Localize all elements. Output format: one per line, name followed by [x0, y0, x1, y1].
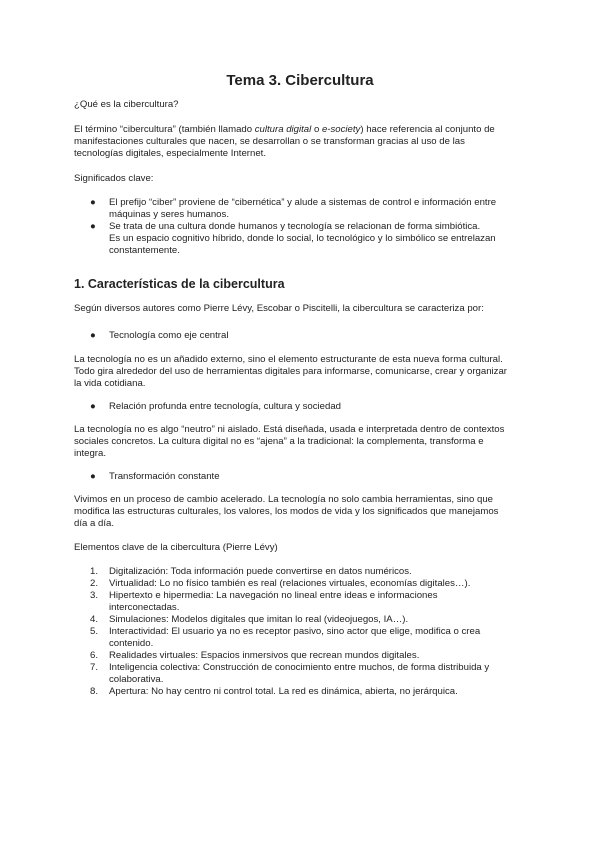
characteristic-paragraph: La tecnología no es un añadido externo, sino el elemento estructurante de esta nueva forma cultural. Todo gira alrededor del uso de herramientas digitales para informarse, comunicarse, crear y organizar la vida cotidiana. — [74, 354, 508, 389]
intro-line-3: tecnologías digitales, especialmente Internet. — [74, 148, 266, 159]
question-text: ¿Qué es la cibercultura? — [74, 99, 179, 110]
characteristic-paragraph: La tecnología no es algo “neutro” ni aislado. Está diseñada, usada e interpretada dentro de contextos sociales concretos. La cultura digital no es “ajena” a la tradicional: la complementa, transforma e integra. — [74, 424, 505, 459]
intro-line-2: manifestaciones culturales que nacen, se desarrollan o se transforman gracias al uso de las — [74, 136, 465, 147]
document-page: Tema 3. Cibercultura ¿Qué es la cibercultura? El término “cibercultura” (también llamado cultura digital o e-society) hace referencia al conjunto de manifestaciones culturales que nacen, se desarrollan o se transforman gracias al uso de las tecnologías digitales, especialmente Internet. Significados clave: ● El prefijo “ciber” proviene de “cibernética” y alude a sistemas de control e información entre máquinas y seres humanos. ● Se trata de una cultura donde humanos y tecnología se relacionan de forma simbiótica. Es un espacio cognitivo híbrido, donde lo social, lo tecnológico y lo simbólico se entrelazan constantemente. 1. Características de la cibercultura Según diversos autores como Pierre Lévy, Escobar o Piscitelli, la cibercultura se caracteriza por: ● Tecnología como eje central La tecnología no es un añadido externo, sino el elemento estructurante de esta nueva forma cultural. Todo gira alrededor del uso de herramientas digitales para informarse, comunicarse, crear y organizar la vida cotidiana. ● Relación profunda entre tecnología, cultura y sociedad La tecnología no es algo “neutro” ni aislado. Está diseñada, usada e interpretada dentro de contextos sociales concretos. La cultura digital no es “ajena” a la tradicional: la complementa, transforma e integra. ● Transformación constante Vivimos en un proceso de cambio acelerado. La tecnología no solo cambia herramientas, sino que modifica las estructuras culturales, los valores, los modos de vida y los significados que manejamos día a día. Elementos clave de la cibercultura (Pierre Lévy) 1. Digitalización: Toda información puede convertirse en datos numéricos. 2. Virtualidad: Lo no físico también es real (relaciones virtuales, economías digitales…). 3. Hipertexto e hipermedia: La navegación no lineal entre ideas e informaciones interconectadas. 4. Simulaciones: Modelos digitales que imitan lo real (videojuegos, IA…). 5. Interactividad: El usuario ya no es receptor pasivo, sino actor que elige, modifica o crea contenido. 6. Realidades virtuales: Espacios inmersivos que recrean mundos digitales. 7. Inteligencia colectiva: Construcción de conocimiento entre muchos, de forma distribuida y colaborativa. 8. Apertura: No hay centro ni control total. La red es dinámica, abierta, no jerárquica. — [0, 0, 600, 848]
levy-label: Elementos clave de la cibercultura (Pierre Lévy) — [74, 542, 278, 553]
bullet-icon: ● — [90, 471, 96, 482]
bullet-icon: ● — [90, 401, 96, 412]
bullet-icon: ● — [90, 197, 96, 208]
term-cultura-digital: cultura digital — [254, 124, 312, 135]
bullet-icon: ● — [90, 330, 96, 341]
significados-label: Significados clave: — [74, 173, 154, 184]
characteristic-paragraph: Vivimos en un proceso de cambio acelerado. La tecnología no solo cambia herramientas, sino que modifica las estructuras culturales, los valores, los modos de vida y los significados que manejamos día a día. — [74, 494, 499, 529]
section-intro: Según diversos autores como Pierre Lévy, Escobar o Piscitelli, la cibercultura se caracteriza por: — [74, 303, 484, 314]
intro-line-1: El término “cibercultura” (también llamado cultura digital o e-society) hace referencia al conjunto de — [74, 124, 495, 135]
page-title: Tema 3. Cibercultura — [226, 72, 374, 89]
bullet-icon: ● — [90, 221, 96, 232]
term-e-society: e-society — [321, 124, 361, 135]
intro-paragraph — [74, 124, 534, 160]
section-heading: 1. Características de la cibercultura — [74, 277, 285, 291]
